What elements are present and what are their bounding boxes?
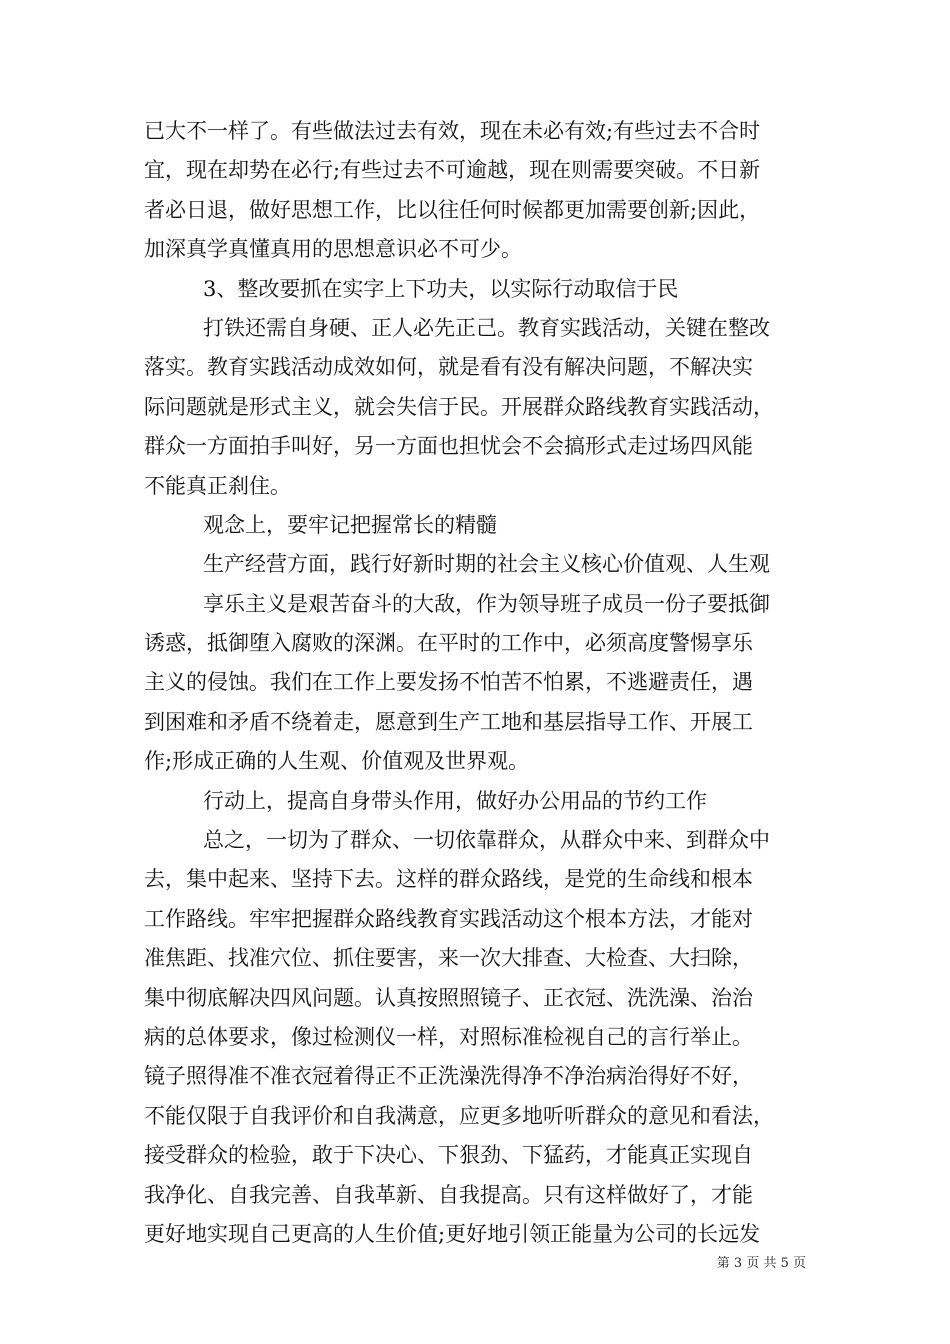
text-line: 去，集中起来、坚持下去。这样的群众路线，是党的生命线和根本 <box>144 867 753 892</box>
text-line: 准焦距、找准穴位、抓住要害，来一次大排查、大检查、大扫除， <box>144 946 753 971</box>
text-line: 行动上，提高自身带头作用，做好办公用品的节约工作 <box>203 788 707 813</box>
text-line: 我净化、自我完善、自我革新、自我提高。只有这样做好了，才能 <box>144 1182 753 1207</box>
text-line: 更好地实现自己更高的人生价值;更好地引领正能量为公司的长远发 <box>144 1221 761 1246</box>
section-heading: 3、整改要抓在实字上下功夫，以实际行动取信于民 <box>203 276 679 301</box>
text-line: 镜子照得准不准衣冠着得正不正洗澡洗得净不净治病治得好不好， <box>144 1064 753 1089</box>
text-line: 诱惑，抵御堕入腐败的深渊。在平时的工作中，必须高度警惕享乐 <box>144 631 753 656</box>
text-line: 病的总体要求，像过检测仪一样，对照标准检视自己的言行举止。 <box>144 1024 753 1049</box>
text-line: 主义的侵蚀。我们在工作上要发扬不怕苦不怕累，不逃避责任，遇 <box>144 670 753 695</box>
text-line: 际问题就是形式主义，就会失信于民。开展群众路线教育实践活动， <box>144 394 774 419</box>
text-line: 群众一方面拍手叫好，另一方面也担忧会不会搞形式走过场四风能 <box>144 434 753 459</box>
text-line: 宜，现在却势在必行;有些过去不可逾越，现在则需要突破。不日新 <box>144 158 761 183</box>
text-line: 落实。教育实践活动成效如何，就是看有没有解决问题，不解决实 <box>144 355 753 380</box>
text-line: 接受群众的检验，敢于下决心、下狠劲、下猛药，才能真正实现自 <box>144 1143 753 1168</box>
text-line: 者必日退，做好思想工作，比以往任何时候都更加需要创新;因此， <box>144 197 761 222</box>
text-line: 工作路线。牢牢把握群众路线教育实践活动这个根本方法，才能对 <box>144 906 753 931</box>
text-line: 集中彻底解决四风问题。认真按照照镜子、正衣冠、洗洗澡、治治 <box>144 985 753 1010</box>
text-line: 加深真学真懂真用的思想意识必不可少。 <box>144 237 522 262</box>
text-line: 作;形成正确的人生观、价值观及世界观。 <box>144 749 530 774</box>
text-line: 不能仅限于自我评价和自我满意，应更多地听听群众的意见和看法， <box>144 1103 774 1128</box>
text-line: 到困难和矛盾不绕着走，愿意到生产工地和基层指导工作、开展工 <box>144 709 753 734</box>
document-body <box>144 112 824 1254</box>
text-line: 打铁还需自身硬、正人必先正己。教育实践活动，关键在整改 <box>203 315 770 340</box>
page-number: 第 3 页 共 5 页 <box>716 1256 806 1271</box>
text-line: 观念上，要牢记把握常长的精髓 <box>203 512 497 537</box>
text-line: 不能真正刹住。 <box>144 473 291 498</box>
text-line: 总之，一切为了群众、一切依靠群众，从群众中来、到群众中 <box>203 828 770 853</box>
text-line: 生产经营方面，践行好新时期的社会主义核心价值观、人生观 <box>203 552 770 577</box>
text-line: 已大不一样了。有些做法过去有效，现在未必有效;有些过去不合时 <box>144 119 761 143</box>
text-line: 享乐主义是艰苦奋斗的大敌，作为领导班子成员一份子要抵御 <box>203 591 770 616</box>
